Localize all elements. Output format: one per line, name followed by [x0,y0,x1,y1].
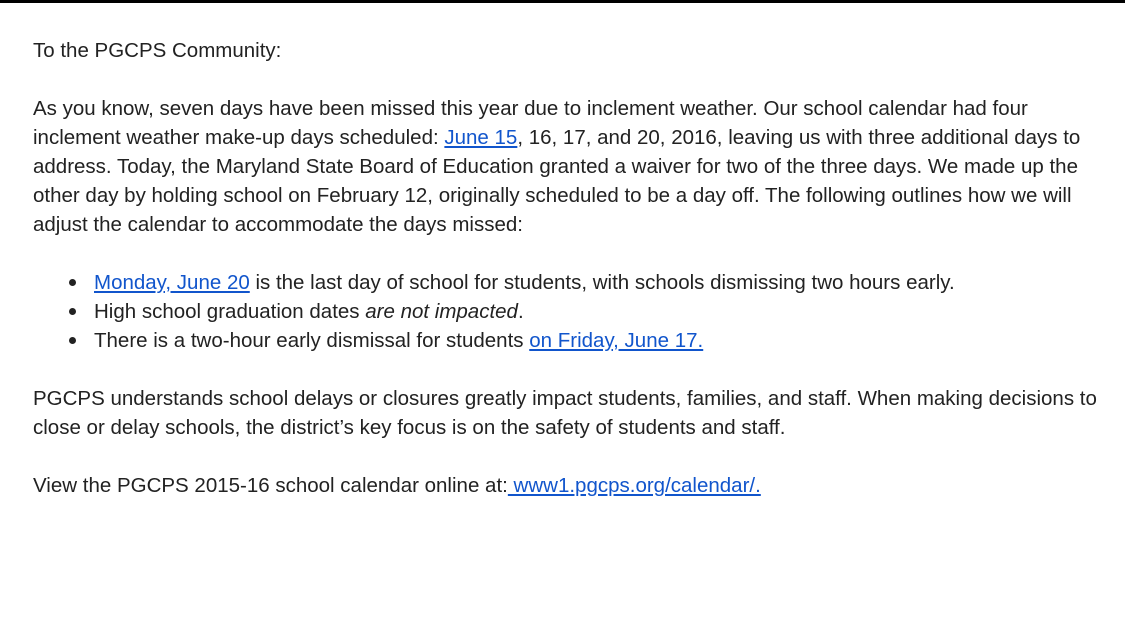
intro-text-2: , 16, 17, and 20, 2016, leaving us with three additional days to address. Today, the Maryland State Board of Education granted a waiver for two of the three days. We made up the other day by holding school on February 12, originally scheduled to be a day off. The following outlines how we will adjust the calendar to accommodate the days missed: [33,126,1081,236]
bullet-icon [69,308,76,315]
bullet-1-text: is the last day of school for students, with schools dismissing two hours early. [249,271,955,294]
list-item [94,297,1113,326]
closing-paragraph: PGCPS understands school delays or closures greatly impact students, families, and staff. When making decisions to close or delay schools, the district’s key focus is on the safety of students and staff. [33,387,1097,439]
intro-text-1: As you know, seven days have been missed this year due to inclement weather. Our school calendar had four inclement weather make-up days scheduled: [33,97,1028,149]
calendar-paragraph [33,471,1113,500]
bullet-icon [69,279,76,286]
bullet-3-text: There is a two-hour early dismissal for students [94,329,530,352]
calendar-text: View the PGCPS 2015-16 school calendar online at: [33,474,508,497]
bullet-2-emphasis: are not impacted [365,300,518,323]
june-15-link[interactable]: June 15 [444,126,518,149]
monday-june-20-link[interactable]: Monday, June 20 [94,271,250,294]
calendar-url-link[interactable]: www1.pgcps.org/calendar/. [507,474,761,497]
list-item [94,268,1113,297]
intro-paragraph [33,94,1113,239]
list-item [94,326,1113,355]
bullet-icon [69,337,76,344]
bullet-2-suffix: . [517,300,524,323]
greeting: To the PGCPS Community: [33,39,282,62]
bullet-list [33,268,1113,355]
friday-june-17-link[interactable]: on Friday, June 17. [529,329,704,352]
letter-body [33,36,1113,500]
bullet-2-text: High school graduation dates [94,300,366,323]
